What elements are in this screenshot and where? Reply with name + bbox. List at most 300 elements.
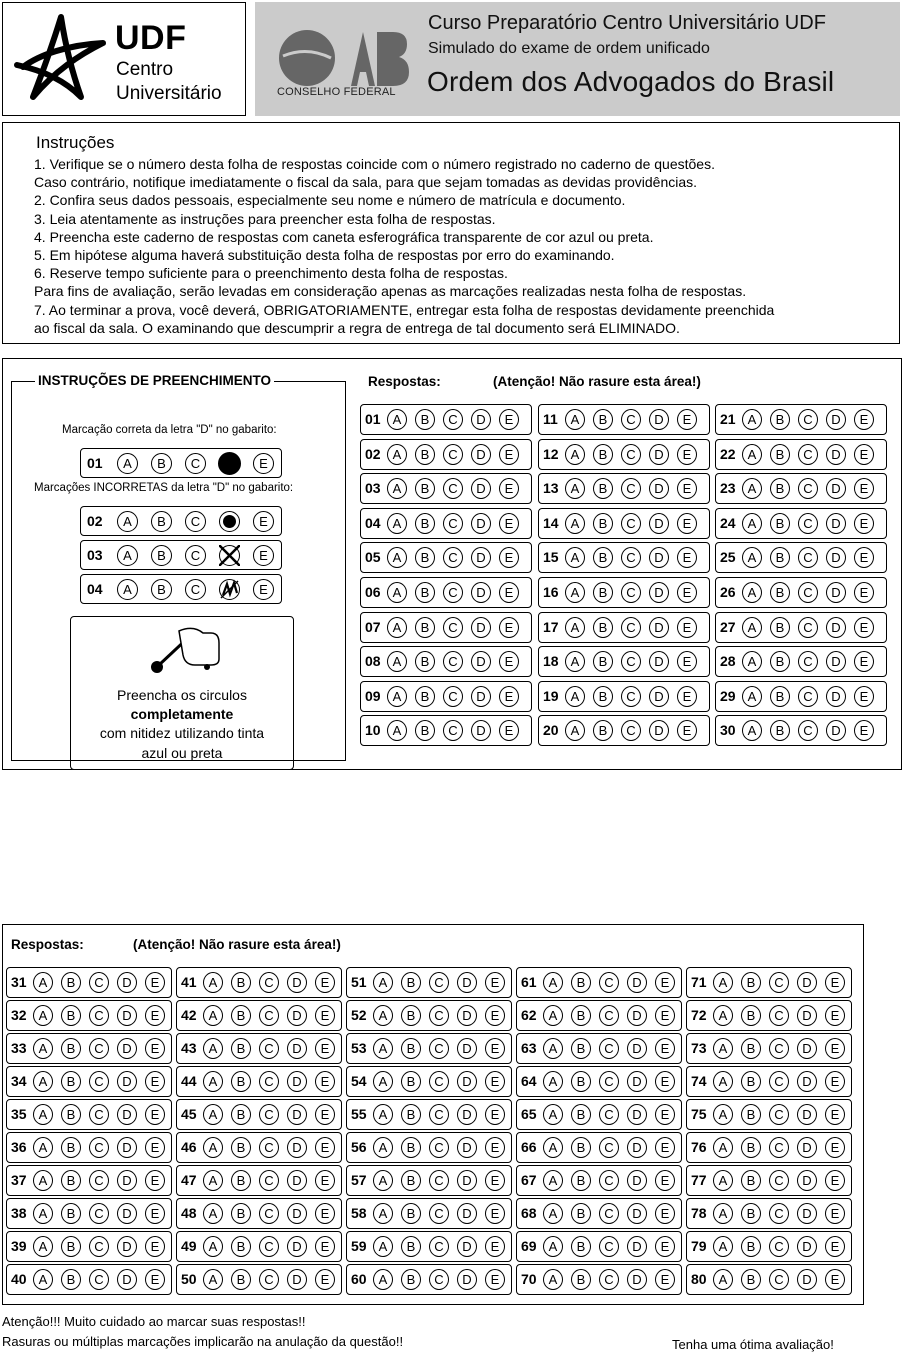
answer-bubble-e[interactable]: E: [315, 972, 335, 993]
answer-bubble-a[interactable]: A: [543, 1038, 563, 1059]
answer-bubble-c[interactable]: C: [599, 972, 619, 993]
answer-bubble-c[interactable]: C: [769, 1236, 789, 1257]
answer-bubble-b[interactable]: B: [571, 972, 591, 993]
answer-bubble-e[interactable]: E: [315, 1038, 335, 1059]
answer-bubble-e[interactable]: E: [499, 409, 519, 430]
answer-bubble-e[interactable]: E: [499, 444, 519, 465]
answer-bubble-b[interactable]: B: [401, 1104, 421, 1125]
answer-bubble-c[interactable]: C: [769, 1005, 789, 1026]
answer-bubble-a[interactable]: A: [742, 720, 762, 741]
answer-bubble-c[interactable]: C: [259, 1038, 279, 1059]
answer-bubble-a[interactable]: A: [713, 1104, 733, 1125]
answer-bubble-a[interactable]: A: [373, 1071, 393, 1092]
answer-bubble-a[interactable]: A: [203, 1038, 223, 1059]
answer-bubble-c[interactable]: C: [599, 1170, 619, 1191]
answer-bubble-d[interactable]: D: [457, 1038, 477, 1059]
answer-bubble-c[interactable]: C: [259, 1269, 279, 1290]
answer-bubble-b[interactable]: B: [593, 582, 613, 603]
answer-bubble-d[interactable]: D: [471, 547, 491, 568]
answer-bubble-a[interactable]: A: [543, 1137, 563, 1158]
answer-bubble-a[interactable]: A: [742, 582, 762, 603]
answer-bubble-e[interactable]: E: [485, 1269, 505, 1290]
answer-bubble-a[interactable]: A: [565, 513, 585, 534]
answer-bubble-d[interactable]: D: [649, 478, 669, 499]
answer-bubble-e[interactable]: E: [499, 513, 519, 534]
answer-bubble-d[interactable]: D: [117, 972, 137, 993]
answer-bubble-b[interactable]: B: [61, 972, 81, 993]
answer-bubble-a[interactable]: A: [713, 1137, 733, 1158]
answer-bubble-a[interactable]: A: [203, 1104, 223, 1125]
answer-bubble-e[interactable]: E: [677, 513, 697, 534]
answer-bubble-c[interactable]: C: [621, 409, 641, 430]
answer-bubble-d[interactable]: D: [649, 409, 669, 430]
answer-bubble-c[interactable]: C: [599, 1236, 619, 1257]
answer-bubble-c[interactable]: C: [89, 1170, 109, 1191]
answer-bubble-c[interactable]: C: [769, 1203, 789, 1224]
answer-bubble-d[interactable]: D: [457, 1104, 477, 1125]
answer-bubble-b[interactable]: B: [401, 1203, 421, 1224]
answer-bubble-a[interactable]: A: [387, 478, 407, 499]
answer-bubble-c[interactable]: C: [599, 1269, 619, 1290]
answer-bubble-b[interactable]: B: [61, 1170, 81, 1191]
answer-bubble-a[interactable]: A: [387, 582, 407, 603]
answer-bubble-d[interactable]: D: [287, 1236, 307, 1257]
answer-bubble-b[interactable]: B: [593, 409, 613, 430]
answer-bubble-c[interactable]: C: [443, 686, 463, 707]
answer-bubble-b[interactable]: B: [61, 1236, 81, 1257]
answer-bubble-c[interactable]: C: [599, 1005, 619, 1026]
answer-bubble-a[interactable]: A: [203, 1005, 223, 1026]
answer-bubble-e[interactable]: E: [485, 1071, 505, 1092]
answer-bubble-e[interactable]: E: [655, 1005, 675, 1026]
answer-bubble-a[interactable]: A: [203, 1170, 223, 1191]
answer-bubble-a[interactable]: A: [387, 720, 407, 741]
answer-bubble-e[interactable]: E: [485, 1005, 505, 1026]
answer-bubble-e[interactable]: E: [825, 1005, 845, 1026]
answer-bubble-c[interactable]: C: [621, 720, 641, 741]
answer-bubble-b[interactable]: B: [571, 1269, 591, 1290]
answer-bubble-b[interactable]: B: [741, 1170, 761, 1191]
answer-bubble-c[interactable]: C: [259, 1104, 279, 1125]
answer-bubble-d[interactable]: D: [826, 409, 846, 430]
answer-bubble-c[interactable]: C: [769, 1269, 789, 1290]
answer-bubble-e[interactable]: E: [677, 617, 697, 638]
answer-bubble-c[interactable]: C: [769, 1170, 789, 1191]
answer-bubble-b[interactable]: B: [770, 513, 790, 534]
answer-bubble-d[interactable]: D: [826, 617, 846, 638]
answer-bubble-c[interactable]: C: [259, 1203, 279, 1224]
answer-bubble-e[interactable]: E: [854, 686, 874, 707]
answer-bubble-d[interactable]: D: [797, 1203, 817, 1224]
answer-bubble-d[interactable]: D: [649, 582, 669, 603]
answer-bubble-b[interactable]: B: [593, 686, 613, 707]
answer-bubble-c[interactable]: C: [798, 651, 818, 672]
answer-bubble-e[interactable]: E: [145, 1236, 165, 1257]
answer-bubble-e[interactable]: E: [655, 1137, 675, 1158]
answer-bubble-e[interactable]: E: [677, 547, 697, 568]
answer-bubble-d[interactable]: D: [471, 720, 491, 741]
answer-bubble-d[interactable]: D: [826, 651, 846, 672]
answer-bubble-c[interactable]: C: [89, 1137, 109, 1158]
answer-bubble-a[interactable]: A: [373, 1104, 393, 1125]
answer-bubble-b[interactable]: B: [231, 1269, 251, 1290]
answer-bubble-a[interactable]: A: [373, 972, 393, 993]
answer-bubble-c[interactable]: C: [259, 1236, 279, 1257]
answer-bubble-c[interactable]: C: [429, 1038, 449, 1059]
answer-bubble-b[interactable]: B: [770, 409, 790, 430]
answer-bubble-b[interactable]: B: [401, 1137, 421, 1158]
answer-bubble-d[interactable]: D: [287, 1170, 307, 1191]
answer-bubble-e[interactable]: E: [825, 1269, 845, 1290]
answer-bubble-b[interactable]: B: [231, 972, 251, 993]
answer-bubble-e[interactable]: E: [825, 1137, 845, 1158]
answer-bubble-b[interactable]: B: [61, 1005, 81, 1026]
answer-bubble-b[interactable]: B: [415, 547, 435, 568]
answer-bubble-e[interactable]: E: [315, 1005, 335, 1026]
answer-bubble-b[interactable]: B: [770, 617, 790, 638]
answer-bubble-a[interactable]: A: [742, 478, 762, 499]
answer-bubble-a[interactable]: A: [373, 1005, 393, 1026]
answer-bubble-b[interactable]: B: [231, 1005, 251, 1026]
answer-bubble-b[interactable]: B: [401, 1071, 421, 1092]
answer-bubble-d[interactable]: D: [117, 1071, 137, 1092]
answer-bubble-d[interactable]: D: [457, 1236, 477, 1257]
answer-bubble-b[interactable]: B: [593, 651, 613, 672]
answer-bubble-b[interactable]: B: [770, 547, 790, 568]
answer-bubble-c[interactable]: C: [259, 1071, 279, 1092]
answer-bubble-d[interactable]: D: [117, 1236, 137, 1257]
answer-bubble-d[interactable]: D: [471, 582, 491, 603]
answer-bubble-a[interactable]: A: [387, 547, 407, 568]
answer-bubble-c[interactable]: C: [599, 1203, 619, 1224]
answer-bubble-c[interactable]: C: [429, 1170, 449, 1191]
answer-bubble-a[interactable]: A: [713, 1005, 733, 1026]
answer-bubble-e[interactable]: E: [499, 478, 519, 499]
answer-bubble-c[interactable]: C: [621, 582, 641, 603]
answer-bubble-a[interactable]: A: [565, 478, 585, 499]
answer-bubble-d[interactable]: D: [797, 1137, 817, 1158]
answer-bubble-d[interactable]: D: [649, 617, 669, 638]
answer-bubble-a[interactable]: A: [565, 617, 585, 638]
answer-bubble-e[interactable]: E: [655, 1071, 675, 1092]
answer-bubble-c[interactable]: C: [599, 1071, 619, 1092]
answer-bubble-b[interactable]: B: [741, 972, 761, 993]
answer-bubble-c[interactable]: C: [798, 686, 818, 707]
answer-bubble-c[interactable]: C: [621, 513, 641, 534]
answer-bubble-c[interactable]: C: [443, 582, 463, 603]
answer-bubble-d[interactable]: D: [471, 651, 491, 672]
answer-bubble-e[interactable]: E: [499, 651, 519, 672]
answer-bubble-b[interactable]: B: [593, 617, 613, 638]
answer-bubble-e[interactable]: E: [825, 1104, 845, 1125]
answer-bubble-a[interactable]: A: [387, 617, 407, 638]
answer-bubble-e[interactable]: E: [485, 1137, 505, 1158]
answer-bubble-d[interactable]: D: [649, 720, 669, 741]
answer-bubble-e[interactable]: E: [825, 1236, 845, 1257]
answer-bubble-d[interactable]: D: [627, 1269, 647, 1290]
answer-bubble-a[interactable]: A: [713, 1203, 733, 1224]
answer-bubble-e[interactable]: E: [499, 617, 519, 638]
answer-bubble-d[interactable]: D: [627, 1236, 647, 1257]
answer-bubble-a[interactable]: A: [565, 409, 585, 430]
answer-bubble-c[interactable]: C: [621, 686, 641, 707]
answer-bubble-a[interactable]: A: [713, 1038, 733, 1059]
answer-bubble-c[interactable]: C: [89, 1203, 109, 1224]
answer-bubble-d[interactable]: D: [287, 1203, 307, 1224]
answer-bubble-c[interactable]: C: [599, 1104, 619, 1125]
answer-bubble-d[interactable]: D: [117, 1104, 137, 1125]
answer-bubble-e[interactable]: E: [145, 1170, 165, 1191]
answer-bubble-a[interactable]: A: [33, 972, 53, 993]
answer-bubble-b[interactable]: B: [401, 1269, 421, 1290]
answer-bubble-b[interactable]: B: [741, 1005, 761, 1026]
answer-bubble-c[interactable]: C: [798, 617, 818, 638]
answer-bubble-c[interactable]: C: [429, 1236, 449, 1257]
answer-bubble-c[interactable]: C: [89, 972, 109, 993]
answer-bubble-d[interactable]: D: [457, 1269, 477, 1290]
answer-bubble-c[interactable]: C: [259, 1005, 279, 1026]
answer-bubble-e[interactable]: E: [854, 582, 874, 603]
answer-bubble-c[interactable]: C: [798, 478, 818, 499]
answer-bubble-d[interactable]: D: [287, 1071, 307, 1092]
answer-bubble-a[interactable]: A: [543, 1005, 563, 1026]
answer-bubble-b[interactable]: B: [571, 1005, 591, 1026]
answer-bubble-b[interactable]: B: [231, 1104, 251, 1125]
answer-bubble-a[interactable]: A: [33, 1269, 53, 1290]
answer-bubble-b[interactable]: B: [231, 1203, 251, 1224]
answer-bubble-e[interactable]: E: [499, 686, 519, 707]
answer-bubble-b[interactable]: B: [770, 478, 790, 499]
answer-bubble-d[interactable]: D: [117, 1137, 137, 1158]
answer-bubble-b[interactable]: B: [571, 1137, 591, 1158]
answer-bubble-a[interactable]: A: [33, 1170, 53, 1191]
answer-bubble-b[interactable]: B: [770, 582, 790, 603]
answer-bubble-e[interactable]: E: [655, 1236, 675, 1257]
answer-bubble-d[interactable]: D: [117, 1203, 137, 1224]
answer-bubble-c[interactable]: C: [798, 513, 818, 534]
answer-bubble-c[interactable]: C: [443, 651, 463, 672]
answer-bubble-d[interactable]: D: [117, 1269, 137, 1290]
answer-bubble-e[interactable]: E: [485, 1104, 505, 1125]
answer-bubble-e[interactable]: E: [145, 1071, 165, 1092]
answer-bubble-e[interactable]: E: [825, 1203, 845, 1224]
answer-bubble-a[interactable]: A: [713, 1269, 733, 1290]
answer-bubble-b[interactable]: B: [741, 1236, 761, 1257]
answer-bubble-d[interactable]: D: [797, 1005, 817, 1026]
answer-bubble-d[interactable]: D: [287, 1005, 307, 1026]
answer-bubble-d[interactable]: D: [649, 513, 669, 534]
answer-bubble-e[interactable]: E: [677, 720, 697, 741]
answer-bubble-e[interactable]: E: [315, 1269, 335, 1290]
answer-bubble-b[interactable]: B: [593, 720, 613, 741]
answer-bubble-d[interactable]: D: [287, 1137, 307, 1158]
answer-bubble-d[interactable]: D: [471, 513, 491, 534]
answer-bubble-a[interactable]: A: [543, 1071, 563, 1092]
answer-bubble-b[interactable]: B: [571, 1236, 591, 1257]
answer-bubble-a[interactable]: A: [387, 444, 407, 465]
answer-bubble-a[interactable]: A: [565, 444, 585, 465]
answer-bubble-c[interactable]: C: [89, 1005, 109, 1026]
answer-bubble-c[interactable]: C: [621, 651, 641, 672]
answer-bubble-c[interactable]: C: [798, 720, 818, 741]
answer-bubble-c[interactable]: C: [599, 1137, 619, 1158]
answer-bubble-d[interactable]: D: [627, 972, 647, 993]
answer-bubble-c[interactable]: C: [89, 1236, 109, 1257]
answer-bubble-d[interactable]: D: [649, 651, 669, 672]
answer-bubble-d[interactable]: D: [471, 617, 491, 638]
answer-bubble-c[interactable]: C: [621, 478, 641, 499]
answer-bubble-c[interactable]: C: [443, 444, 463, 465]
answer-bubble-d[interactable]: D: [457, 1170, 477, 1191]
answer-bubble-a[interactable]: A: [387, 686, 407, 707]
answer-bubble-d[interactable]: D: [826, 513, 846, 534]
answer-bubble-b[interactable]: B: [741, 1071, 761, 1092]
answer-bubble-e[interactable]: E: [677, 686, 697, 707]
answer-bubble-b[interactable]: B: [415, 720, 435, 741]
answer-bubble-d[interactable]: D: [627, 1203, 647, 1224]
answer-bubble-b[interactable]: B: [571, 1203, 591, 1224]
answer-bubble-d[interactable]: D: [826, 547, 846, 568]
answer-bubble-d[interactable]: D: [797, 1104, 817, 1125]
answer-bubble-a[interactable]: A: [373, 1269, 393, 1290]
answer-bubble-d[interactable]: D: [457, 1005, 477, 1026]
answer-bubble-a[interactable]: A: [373, 1170, 393, 1191]
answer-bubble-b[interactable]: B: [770, 720, 790, 741]
answer-bubble-e[interactable]: E: [145, 1203, 165, 1224]
answer-bubble-d[interactable]: D: [117, 1038, 137, 1059]
answer-bubble-e[interactable]: E: [145, 1038, 165, 1059]
answer-bubble-d[interactable]: D: [471, 444, 491, 465]
answer-bubble-a[interactable]: A: [742, 686, 762, 707]
answer-bubble-c[interactable]: C: [621, 547, 641, 568]
answer-bubble-a[interactable]: A: [565, 547, 585, 568]
answer-bubble-a[interactable]: A: [203, 1203, 223, 1224]
answer-bubble-b[interactable]: B: [770, 651, 790, 672]
answer-bubble-e[interactable]: E: [145, 972, 165, 993]
answer-bubble-e[interactable]: E: [485, 1236, 505, 1257]
answer-bubble-e[interactable]: E: [485, 1170, 505, 1191]
answer-bubble-a[interactable]: A: [33, 1104, 53, 1125]
answer-bubble-e[interactable]: E: [677, 409, 697, 430]
answer-bubble-b[interactable]: B: [571, 1071, 591, 1092]
answer-bubble-b[interactable]: B: [61, 1071, 81, 1092]
answer-bubble-e[interactable]: E: [655, 972, 675, 993]
answer-bubble-a[interactable]: A: [33, 1236, 53, 1257]
answer-bubble-d[interactable]: D: [457, 1137, 477, 1158]
answer-bubble-b[interactable]: B: [415, 444, 435, 465]
answer-bubble-c[interactable]: C: [429, 1005, 449, 1026]
answer-bubble-a[interactable]: A: [33, 1038, 53, 1059]
answer-bubble-a[interactable]: A: [33, 1071, 53, 1092]
answer-bubble-c[interactable]: C: [89, 1071, 109, 1092]
answer-bubble-e[interactable]: E: [485, 1038, 505, 1059]
answer-bubble-d[interactable]: D: [627, 1137, 647, 1158]
answer-bubble-e[interactable]: E: [145, 1137, 165, 1158]
answer-bubble-b[interactable]: B: [401, 1005, 421, 1026]
answer-bubble-e[interactable]: E: [677, 582, 697, 603]
answer-bubble-b[interactable]: B: [61, 1137, 81, 1158]
answer-bubble-a[interactable]: A: [565, 651, 585, 672]
answer-bubble-d[interactable]: D: [649, 686, 669, 707]
answer-bubble-c[interactable]: C: [443, 617, 463, 638]
answer-bubble-b[interactable]: B: [401, 1236, 421, 1257]
answer-bubble-d[interactable]: D: [826, 686, 846, 707]
answer-bubble-b[interactable]: B: [61, 1203, 81, 1224]
answer-bubble-e[interactable]: E: [499, 582, 519, 603]
answer-bubble-c[interactable]: C: [443, 478, 463, 499]
answer-bubble-c[interactable]: C: [429, 972, 449, 993]
answer-bubble-b[interactable]: B: [741, 1269, 761, 1290]
answer-bubble-e[interactable]: E: [825, 1071, 845, 1092]
answer-bubble-a[interactable]: A: [742, 617, 762, 638]
answer-bubble-a[interactable]: A: [203, 1236, 223, 1257]
answer-bubble-b[interactable]: B: [415, 686, 435, 707]
answer-bubble-e[interactable]: E: [315, 1170, 335, 1191]
answer-bubble-e[interactable]: E: [677, 444, 697, 465]
answer-bubble-b[interactable]: B: [61, 1269, 81, 1290]
answer-bubble-e[interactable]: E: [854, 513, 874, 534]
answer-bubble-d[interactable]: D: [826, 478, 846, 499]
answer-bubble-c[interactable]: C: [443, 547, 463, 568]
answer-bubble-c[interactable]: C: [621, 617, 641, 638]
answer-bubble-e[interactable]: E: [655, 1269, 675, 1290]
answer-bubble-c[interactable]: C: [429, 1071, 449, 1092]
answer-bubble-c[interactable]: C: [443, 513, 463, 534]
answer-bubble-e[interactable]: E: [499, 547, 519, 568]
answer-bubble-d[interactable]: D: [627, 1071, 647, 1092]
answer-bubble-e[interactable]: E: [485, 1203, 505, 1224]
answer-bubble-b[interactable]: B: [593, 444, 613, 465]
answer-bubble-c[interactable]: C: [769, 1038, 789, 1059]
answer-bubble-a[interactable]: A: [387, 513, 407, 534]
answer-bubble-d[interactable]: D: [471, 409, 491, 430]
answer-bubble-b[interactable]: B: [415, 513, 435, 534]
answer-bubble-d[interactable]: D: [117, 1170, 137, 1191]
answer-bubble-c[interactable]: C: [259, 1137, 279, 1158]
answer-bubble-b[interactable]: B: [415, 582, 435, 603]
answer-bubble-a[interactable]: A: [543, 1104, 563, 1125]
answer-bubble-d[interactable]: D: [627, 1038, 647, 1059]
answer-bubble-b[interactable]: B: [401, 1038, 421, 1059]
answer-bubble-b[interactable]: B: [415, 617, 435, 638]
answer-bubble-c[interactable]: C: [429, 1269, 449, 1290]
answer-bubble-e[interactable]: E: [825, 972, 845, 993]
answer-bubble-d[interactable]: D: [287, 1104, 307, 1125]
answer-bubble-c[interactable]: C: [429, 1104, 449, 1125]
answer-bubble-b[interactable]: B: [415, 651, 435, 672]
answer-bubble-c[interactable]: C: [769, 1137, 789, 1158]
answer-bubble-a[interactable]: A: [373, 1137, 393, 1158]
answer-bubble-c[interactable]: C: [798, 444, 818, 465]
answer-bubble-e[interactable]: E: [854, 617, 874, 638]
answer-bubble-c[interactable]: C: [599, 1038, 619, 1059]
answer-bubble-b[interactable]: B: [593, 547, 613, 568]
answer-bubble-b[interactable]: B: [593, 478, 613, 499]
answer-bubble-a[interactable]: A: [742, 513, 762, 534]
answer-bubble-d[interactable]: D: [826, 582, 846, 603]
answer-bubble-c[interactable]: C: [429, 1137, 449, 1158]
answer-bubble-b[interactable]: B: [401, 1170, 421, 1191]
answer-bubble-c[interactable]: C: [769, 972, 789, 993]
answer-bubble-a[interactable]: A: [203, 1269, 223, 1290]
answer-bubble-c[interactable]: C: [798, 582, 818, 603]
answer-bubble-c[interactable]: C: [89, 1104, 109, 1125]
answer-bubble-e[interactable]: E: [655, 1203, 675, 1224]
answer-bubble-b[interactable]: B: [401, 972, 421, 993]
answer-bubble-d[interactable]: D: [117, 1005, 137, 1026]
answer-bubble-e[interactable]: E: [145, 1005, 165, 1026]
answer-bubble-b[interactable]: B: [741, 1137, 761, 1158]
